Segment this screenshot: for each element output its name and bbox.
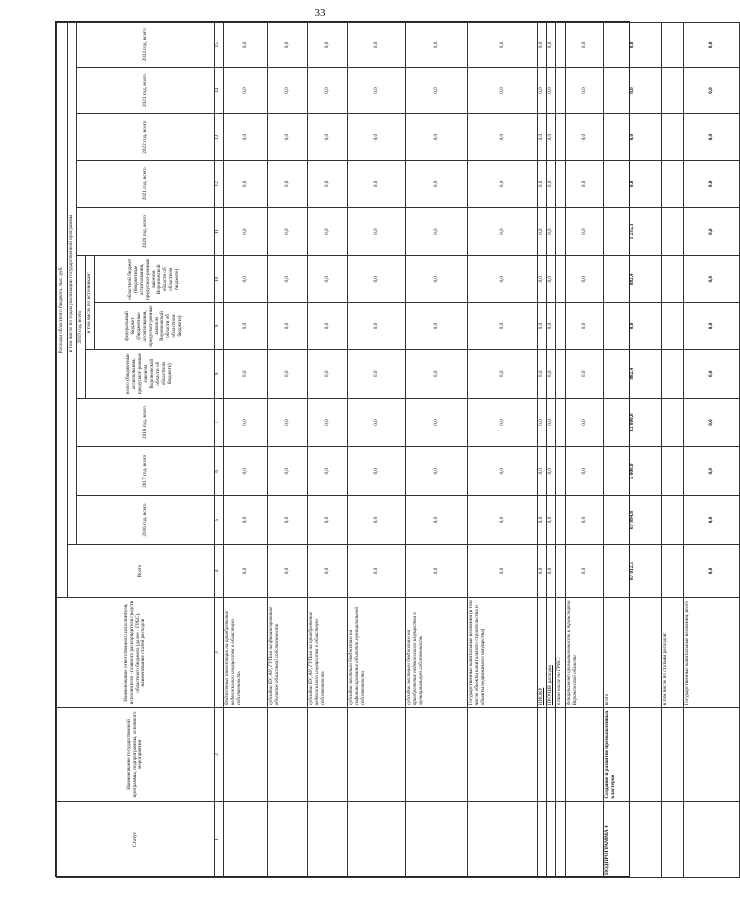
value-cell: 0,0: [566, 67, 604, 114]
value-cell: 0,0: [406, 303, 468, 350]
header-by-years: в том числе по годам реализации государственной программы: [68, 23, 77, 545]
col-index: 10: [215, 256, 224, 303]
value-cell: 0,0: [684, 23, 740, 68]
value-cell: 0,0: [348, 303, 406, 350]
value-cell: 0,0: [406, 23, 468, 68]
responsible-cell: ПРОЧИЕ расходы: [547, 597, 556, 707]
value-cell: 0,0: [684, 447, 740, 496]
responsible-cell: Государственные капитальные вложения, всего: [684, 597, 740, 707]
header-2020: 2020 год, всего: [77, 207, 215, 256]
value-cell: 0,0: [348, 398, 406, 447]
value-cell: 0,0: [268, 23, 308, 68]
value-cell: 0,0: [406, 447, 468, 496]
header-program: Наименование государственной программы, подпрограммы, основного мероприятия: [57, 708, 215, 801]
value-cell: [662, 207, 684, 256]
status-cell: [406, 801, 468, 877]
col-index: 8: [215, 349, 224, 398]
col-index: 6: [215, 447, 224, 496]
value-cell: 0,0: [538, 256, 547, 303]
value-cell: [556, 23, 566, 68]
value-cell: 0,0: [406, 161, 468, 208]
value-cell: [556, 161, 566, 208]
value-cell: [662, 67, 684, 114]
value-cell: 0,0: [684, 207, 740, 256]
value-cell: [662, 161, 684, 208]
table-row: [566, 23, 604, 878]
value-cell: 0,0: [348, 114, 406, 161]
value-cell: 0,0: [348, 256, 406, 303]
col-index: 7: [215, 398, 224, 447]
value-cell: 0,0: [684, 256, 740, 303]
column-index-row: [215, 23, 224, 878]
table-row: [556, 23, 566, 878]
value-cell: 0,0: [566, 23, 604, 68]
value-cell: 0,0: [604, 161, 662, 208]
value-cell: 0,0: [566, 256, 604, 303]
header-2019-total: всего (бюджетные ассигнования, предусмот-ренные законом Воронежской области об областном бюджете): [86, 349, 215, 398]
program-cell: [538, 708, 547, 801]
value-cell: 0,0: [684, 398, 740, 447]
value-cell: [662, 544, 684, 597]
header-2023: 2023 год, всего: [77, 67, 215, 114]
value-cell: 0,0: [268, 398, 308, 447]
program-cell: [406, 708, 468, 801]
col-index: 15: [215, 23, 224, 68]
value-cell: 0,0: [224, 398, 268, 447]
value-cell: 0,0: [547, 447, 556, 496]
col-index: 12: [215, 161, 224, 208]
program-cell: [308, 708, 348, 801]
value-cell: 0,0: [547, 114, 556, 161]
value-cell: 0,0: [538, 544, 547, 597]
value-cell: 0,0: [308, 544, 348, 597]
col-index: 5: [215, 496, 224, 545]
responsible-cell: субсидии БУ, АУ, ГУПам на финансирование объектов областной собственности: [268, 597, 308, 707]
value-cell: 0,0: [547, 398, 556, 447]
value-cell: 0,0: [468, 398, 538, 447]
program-cell: Создание и развитие промышленных кластеров: [604, 708, 662, 801]
value-cell: 0,0: [566, 161, 604, 208]
value-cell: [662, 303, 684, 350]
value-cell: 0,0: [538, 303, 547, 350]
value-cell: 0,0: [268, 496, 308, 545]
value-cell: [662, 23, 684, 68]
value-cell: [662, 398, 684, 447]
header-2018: 2018 год, всего: [77, 398, 215, 447]
value-cell: 0,0: [547, 207, 556, 256]
value-cell: 0,0: [684, 114, 740, 161]
program-cell: [684, 708, 740, 801]
header-responsible: Наименование ответственного исполнителя, исполнителя - главного распорядителя средств областного бюджета (далее - ГРБС), наименование статей расходов: [57, 597, 215, 707]
value-cell: 0,0: [224, 67, 268, 114]
value-cell: 882,4: [604, 349, 662, 398]
value-cell: 0,0: [538, 398, 547, 447]
responsible-cell: субсидии БУ, АУ, ГУПам на приобретение недвижимого имущества в областную собственность: [308, 597, 348, 707]
value-cell: 0,0: [268, 161, 308, 208]
value-cell: 0,0: [468, 496, 538, 545]
value-cell: 0,0: [468, 161, 538, 208]
value-cell: [662, 496, 684, 545]
table-row: [348, 23, 406, 878]
value-cell: [556, 67, 566, 114]
value-cell: [556, 349, 566, 398]
value-cell: 0,0: [348, 67, 406, 114]
value-cell: 0,0: [547, 349, 556, 398]
value-cell: [556, 114, 566, 161]
value-cell: 0,0: [684, 544, 740, 597]
value-cell: 0,0: [406, 114, 468, 161]
value-cell: 0,0: [604, 67, 662, 114]
value-cell: 0,0: [224, 256, 268, 303]
value-cell: 0,0: [684, 161, 740, 208]
value-cell: [662, 256, 684, 303]
status-cell: [662, 801, 684, 877]
table-row: [224, 23, 268, 878]
value-cell: 0,0: [268, 207, 308, 256]
program-cell: [547, 708, 556, 801]
value-cell: 0,0: [468, 207, 538, 256]
value-cell: 67 894,8: [604, 496, 662, 545]
value-cell: 0,0: [348, 161, 406, 208]
responsible-cell: всего: [604, 597, 662, 707]
table-row: [604, 23, 662, 878]
value-cell: 0,0: [684, 496, 740, 545]
value-cell: 0,0: [604, 114, 662, 161]
col-index: 9: [215, 303, 224, 350]
value-cell: 0,0: [684, 349, 740, 398]
value-cell: 0,0: [538, 23, 547, 68]
status-cell: [538, 801, 547, 877]
header-2017: 2017 год, всего: [77, 447, 215, 496]
header-2024: 2024 год, всего: [77, 23, 215, 68]
value-cell: 0,0: [468, 447, 538, 496]
value-cell: [556, 256, 566, 303]
value-cell: 0,0: [224, 114, 268, 161]
responsible-cell: в том числе по статьям расходов:: [662, 597, 684, 707]
status-cell: [556, 801, 566, 877]
header-total: Всего: [68, 544, 215, 597]
col-index: 13: [215, 114, 224, 161]
value-cell: 0,0: [468, 67, 538, 114]
value-cell: 882,4: [604, 256, 662, 303]
value-cell: 0,0: [547, 496, 556, 545]
value-cell: [556, 496, 566, 545]
value-cell: 0,0: [308, 161, 348, 208]
header-status: Статус: [57, 801, 215, 877]
program-cell: [348, 708, 406, 801]
col-index: 3: [215, 597, 224, 707]
col-index: 11: [215, 207, 224, 256]
value-cell: 0,0: [308, 114, 348, 161]
value-cell: [662, 349, 684, 398]
header-regional: областной бюджет (бюджетные ассигнования, предусмот-ренные законом Воронежской области об областном бюджете): [95, 256, 215, 303]
header-federal: федеральный бюджет (бюджетные ассигнования, предусмот-ренные законом Воронежской области об областном бюджете): [95, 303, 215, 350]
value-cell: 0,0: [538, 496, 547, 545]
status-cell: [348, 801, 406, 877]
value-cell: 0,0: [547, 303, 556, 350]
value-cell: 0,0: [268, 544, 308, 597]
value-cell: 0,0: [224, 303, 268, 350]
value-cell: 0,0: [406, 496, 468, 545]
value-cell: [556, 207, 566, 256]
value-cell: 0,0: [308, 447, 348, 496]
value-cell: 0,0: [406, 256, 468, 303]
value-cell: 0,0: [538, 114, 547, 161]
value-cell: 0,0: [268, 67, 308, 114]
value-cell: 0,0: [468, 23, 538, 68]
responsible-cell: в том числе по ГРБС:: [556, 597, 566, 707]
value-cell: 0,0: [268, 349, 308, 398]
status-cell: ПОДПРОГРАММА 4: [604, 801, 662, 877]
value-cell: [556, 303, 566, 350]
value-cell: 0,0: [468, 303, 538, 350]
value-cell: 0,0: [224, 496, 268, 545]
col-index: 4: [215, 544, 224, 597]
value-cell: 0,0: [566, 349, 604, 398]
value-cell: 0,0: [308, 67, 348, 114]
value-cell: 0,0: [604, 303, 662, 350]
table-row: [538, 23, 547, 878]
value-cell: 0,0: [224, 207, 268, 256]
table-row: [308, 23, 348, 878]
value-cell: 0,0: [348, 207, 406, 256]
responsible-cell: субсидии местным бюджетам на приобретение недвижимого имущества в муниципальную собственность: [406, 597, 468, 707]
program-cell: [556, 708, 566, 801]
header-2021: 2021 год, всего: [77, 161, 215, 208]
value-cell: 0,0: [308, 207, 348, 256]
status-cell: [308, 801, 348, 877]
value-cell: 0,0: [348, 23, 406, 68]
value-cell: 0,0: [538, 349, 547, 398]
col-index: 1: [215, 801, 224, 877]
rotated-table-frame: [55, 21, 714, 877]
value-cell: 0,0: [268, 447, 308, 496]
program-cell: [566, 708, 604, 801]
value-cell: 0,0: [566, 496, 604, 545]
value-cell: 0,0: [308, 398, 348, 447]
responsible-cell: департамент промышленности и транспорта Воронежской области: [566, 597, 604, 707]
program-cell: [268, 708, 308, 801]
value-cell: 0,0: [566, 398, 604, 447]
status-cell: [547, 801, 556, 877]
responsible-cell: Государственные капитальные вложения (в том числе объекты капитального строительства и объекты недвижимого имущества): [468, 597, 538, 707]
value-cell: 0,0: [547, 67, 556, 114]
value-cell: 0,0: [268, 303, 308, 350]
value-cell: [556, 398, 566, 447]
value-cell: 0,0: [538, 447, 547, 496]
value-cell: 0,0: [684, 67, 740, 114]
value-cell: 0,0: [566, 303, 604, 350]
table-row: [684, 23, 740, 878]
value-cell: [662, 114, 684, 161]
value-cell: 0,0: [547, 161, 556, 208]
header-expenses-title: Расходы областного бюджета, тыс. руб.: [57, 23, 68, 598]
value-cell: 0,0: [348, 496, 406, 545]
table-row: [268, 23, 308, 878]
value-cell: 0,0: [406, 349, 468, 398]
value-cell: 87 012,5: [604, 544, 662, 597]
value-cell: 0,0: [468, 349, 538, 398]
status-cell: [468, 801, 538, 877]
expenses-table: [56, 22, 740, 878]
header-2019: 2019 год, всего: [77, 256, 86, 398]
program-cell: [468, 708, 538, 801]
value-cell: 0,0: [547, 544, 556, 597]
responsible-cell: субсидии местным бюджетам на софинансирование объектов муниципальной собственности: [348, 597, 406, 707]
table-row: [547, 23, 556, 878]
page-number: 33: [314, 7, 326, 19]
value-cell: 0,0: [224, 349, 268, 398]
value-cell: 0,0: [268, 256, 308, 303]
program-cell: [224, 708, 268, 801]
value-cell: [556, 544, 566, 597]
value-cell: 0,0: [566, 114, 604, 161]
value-cell: 0,0: [224, 544, 268, 597]
landscape-page: [56, 22, 714, 878]
value-cell: [556, 447, 566, 496]
value-cell: 0,0: [308, 256, 348, 303]
value-cell: 0,0: [224, 23, 268, 68]
table-body: [224, 23, 740, 878]
value-cell: 0,0: [348, 349, 406, 398]
value-cell: 1 235,3: [604, 207, 662, 256]
value-cell: 0,0: [566, 207, 604, 256]
value-cell: 12 000,0: [604, 398, 662, 447]
value-cell: 0,0: [538, 207, 547, 256]
value-cell: 0,0: [468, 256, 538, 303]
program-cell: [662, 708, 684, 801]
value-cell: 0,0: [468, 114, 538, 161]
value-cell: 0,0: [224, 447, 268, 496]
value-cell: 0,0: [566, 544, 604, 597]
status-cell: [268, 801, 308, 877]
responsible-cell: бюджетные инвестиции на приобретение недвижимого имущества в областную собственность: [224, 597, 268, 707]
value-cell: 0,0: [348, 544, 406, 597]
value-cell: 0,0: [308, 23, 348, 68]
value-cell: 0,0: [308, 496, 348, 545]
responsible-cell: НИОКР: [538, 597, 547, 707]
value-cell: 0,0: [268, 114, 308, 161]
value-cell: 0,0: [684, 303, 740, 350]
header-2022: 2022 год, всего: [77, 114, 215, 161]
value-cell: 0,0: [547, 23, 556, 68]
table-row: [468, 23, 538, 878]
value-cell: 0,0: [604, 23, 662, 68]
value-cell: 0,0: [538, 67, 547, 114]
value-cell: 0,0: [547, 256, 556, 303]
value-cell: 0,0: [406, 398, 468, 447]
value-cell: [662, 447, 684, 496]
value-cell: 0,0: [538, 161, 547, 208]
header-2016: 2016 год, всего: [77, 496, 215, 545]
col-index: 14: [215, 67, 224, 114]
value-cell: 0,0: [308, 349, 348, 398]
value-cell: 0,0: [406, 207, 468, 256]
value-cell: 0,0: [348, 447, 406, 496]
header-incl-sources: в том числе по источникам:: [86, 256, 95, 349]
table-row: [406, 23, 468, 878]
status-cell: [566, 801, 604, 877]
value-cell: 0,0: [566, 447, 604, 496]
value-cell: 0,0: [224, 161, 268, 208]
value-cell: 0,0: [308, 303, 348, 350]
table-row: [662, 23, 684, 878]
value-cell: 0,0: [406, 544, 468, 597]
value-cell: 5 000,0: [604, 447, 662, 496]
status-cell: [684, 801, 740, 877]
value-cell: 0,0: [406, 67, 468, 114]
col-index: 2: [215, 708, 224, 801]
value-cell: 0,0: [468, 544, 538, 597]
status-cell: [224, 801, 268, 877]
